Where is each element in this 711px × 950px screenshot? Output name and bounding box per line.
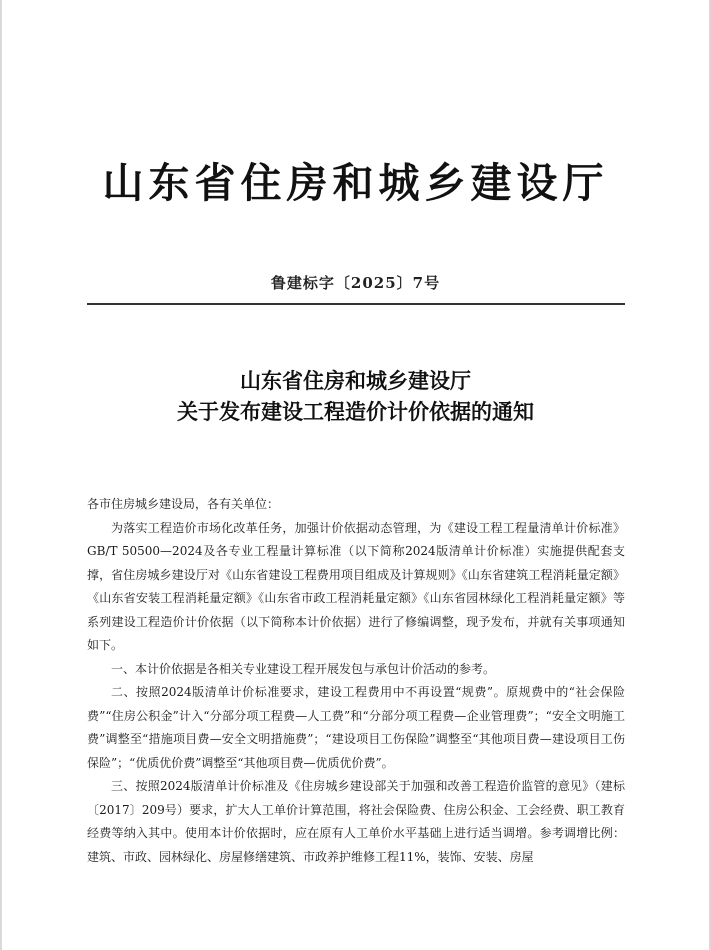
title-line-1: 山东省住房和城乡建设厅 bbox=[240, 368, 471, 393]
document-body bbox=[87, 493, 625, 869]
paragraph-intro: 为落实工程造价市场化改革任务，加强计价依据动态管理，为《建设工程工程量清单计价标准》GB/T 50500—2024及各专业工程量计算标准（以下简称2024版清单计价标准）实施提供配套支撑，省住房城乡建设厅对《山东省建设工程费用项目组成及计算规则》《山东省建筑工程消耗量定额》《山东省安装工程消耗量定额》《山东省市政工程消耗量定额》《山东省园林绿化工程消耗量定额》等系列建设工程造价计价依据（以下简称本计价依据）进行了修编调整，现予发布，并就有关事项通知如下。 bbox=[87, 520, 625, 652]
document-title bbox=[0, 365, 711, 427]
title-line-2: 关于发布建设工程造价计价依据的通知 bbox=[177, 399, 534, 424]
org-header: 山东省住房和城乡建设厅 bbox=[102, 159, 609, 207]
header-divider bbox=[87, 303, 625, 305]
salutation: 各市住房城乡建设局，各有关单位： bbox=[87, 497, 280, 511]
paragraph-item-3: 三、按照2024版清单计价标准及《住房城乡建设部关于加强和改善工程造价监管的意见》（建标〔2017〕209号）要求，扩大人工单价计算范围，将社会保险费、住房公积金、工会经费、职工教育经费等纳入其中。使用本计价依据时，应在原有人工单价水平基础上进行适当调增。参考调增比例：建筑、市政、园林绿化、房屋修缮建筑、市政养护维修工程11%，装饰、安装、房屋 bbox=[87, 779, 625, 864]
paragraph-item-1: 一、本计价依据是各相关专业建设工程开展发包与承包计价活动的参考。 bbox=[111, 661, 496, 676]
page-edge-left bbox=[0, 0, 2, 950]
document-number: 鲁建标字〔2025〕7号 bbox=[270, 274, 441, 292]
paragraph-item-2: 二、按照2024版清单计价标准要求，建设工程费用中不再设置“规费”。原规费中的“社会保险费”“住房公积金”计入“分部分项工程费—人工费”和“分部分项工程费—企业管理费”；“安全文明施工费”调整至“措施项目费—安全文明措施费”；“建设项目工伤保险”调整至“其他项目费—建设项目工伤保险”；“优质优价费”调整至“其他项目费—优质优价费”。 bbox=[87, 685, 625, 770]
